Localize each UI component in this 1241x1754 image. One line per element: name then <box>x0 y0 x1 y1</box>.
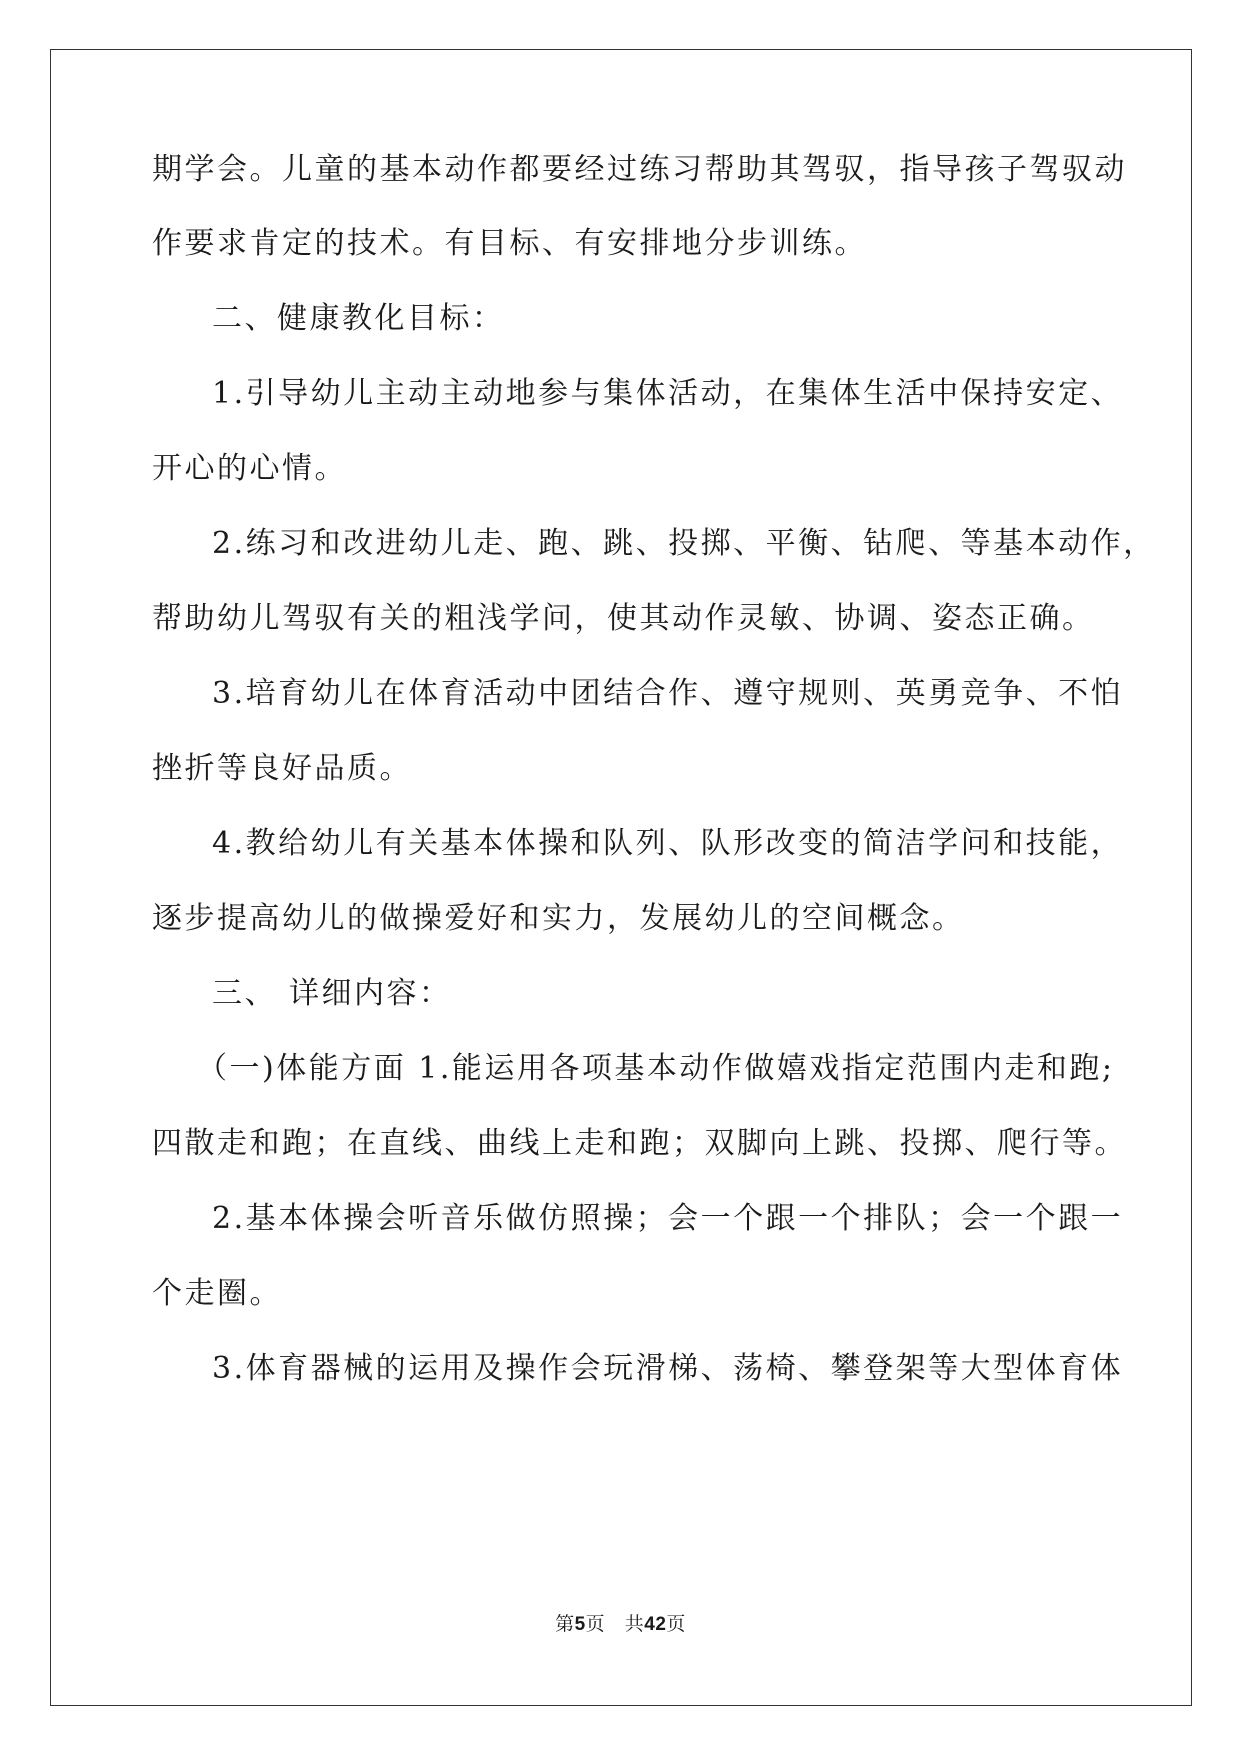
footer-total-pages: 42 <box>644 1614 667 1635</box>
body-text-line-7: 帮助幼儿驾驭有关的粗浅学问，使其动作灵敏、协调、姿态正确。 <box>152 601 1095 636</box>
footer-suffix: 页 <box>666 1613 686 1635</box>
body-text-line-2: 作要求肯定的技术。有目标、有安排地分步训练。 <box>152 226 867 261</box>
section-heading-3: 三、 详细内容： <box>212 976 452 1011</box>
page-footer <box>0 1612 1241 1637</box>
body-text-line-14: 四散走和跑；在直线、曲线上走和跑；双脚向上跳、投掷、爬行等。 <box>152 1126 1127 1161</box>
section-heading-2: 二、健康教化目标： <box>212 301 505 336</box>
footer-middle: 页 共 <box>585 1613 645 1635</box>
body-text-line-1: 期学会。儿童的基本动作都要经过练习帮助其驾驭，指导孩子驾驭动 <box>152 152 1127 187</box>
body-text-line-10: 4.教给幼儿有关基本体操和队列、队形改变的简洁学问和技能， <box>212 826 1124 861</box>
body-text-line-17: 3.体育器械的运用及操作会玩滑梯、荡椅、攀登架等大型体育体 <box>212 1351 1124 1386</box>
footer-prefix: 第 <box>555 1613 575 1635</box>
body-text-line-15: 2.基本体操会听音乐做仿照操；会一个跟一个排队；会一个跟一 <box>212 1201 1124 1236</box>
body-text-line-16: 个走圈。 <box>152 1276 282 1311</box>
body-text-line-6: 2.练习和改进幼儿走、跑、跳、投掷、平衡、钻爬、等基本动作， <box>212 526 1156 561</box>
body-text-line-5: 开心的心情。 <box>152 451 347 486</box>
body-text-line-4: 1.引导幼儿主动主动地参与集体活动，在集体生活中保持安定、 <box>212 376 1124 411</box>
body-text-line-8: 3.培育幼儿在体育活动中团结合作、遵守规则、英勇竞争、不怕 <box>212 676 1124 711</box>
page-border <box>50 49 1192 1706</box>
body-text-line-11: 逐步提高幼儿的做操爱好和实力，发展幼儿的空间概念。 <box>152 901 965 936</box>
footer-page-number: 5 <box>574 1614 586 1635</box>
body-text-line-13: （一)体能方面 1.能运用各项基本动作做嬉戏指定范围内走和跑; <box>197 1051 1115 1086</box>
body-text-line-9: 挫折等良好品质。 <box>152 751 412 786</box>
